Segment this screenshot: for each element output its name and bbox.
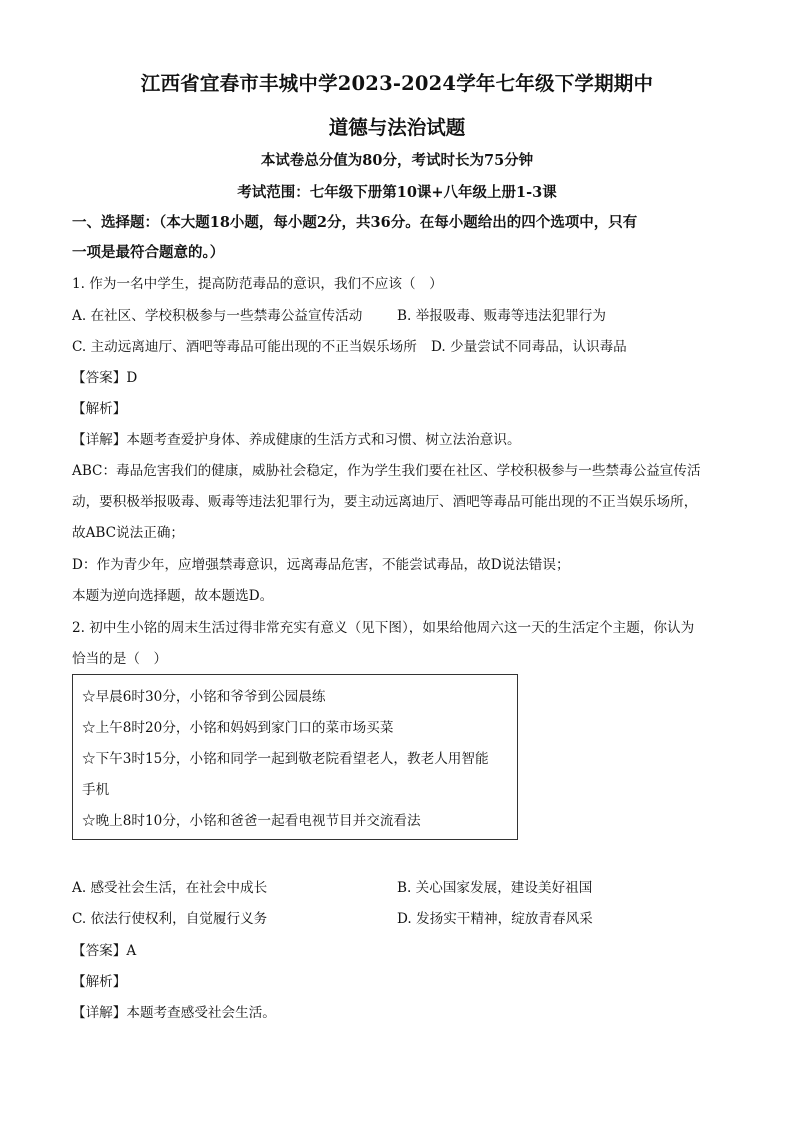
exam-score-info: 本试卷总分值为80分，考试时长为75分钟 <box>260 152 534 169</box>
q2-options-row2 <box>72 909 732 929</box>
q1-detail: 【详解】本题考查爱护身体、养成健康的生活方式和习惯、树立法治意识。 <box>72 432 521 448</box>
q1-analysis-label: 【解析】 <box>72 401 127 417</box>
q1-abc-line2: 动，要积极举报吸毒、贩毒等违法犯罪行为，要主动远离迪厅、酒吧等毒品可能出现的不正当娱乐场所， <box>72 494 698 510</box>
q1-option-d: D. 少量尝试不同毒品，认识毒品 <box>431 339 627 355</box>
q1-stem: 1. 作为一名中学生，提高防范毒品的意识，我们不应该（ ） <box>72 276 443 292</box>
exam-scope-info: 考试范围：七年级下册第10课+八年级上册1-3课 <box>237 184 557 201</box>
q2-stem-line2: 恰当的是（ ） <box>72 651 168 667</box>
section-heading-cont: 一项是最符合题意的。） <box>72 244 225 261</box>
schedule-item-afternoon-cont: 手机 <box>82 782 110 798</box>
q1-conclusion: 本题为逆向选择题，故本题选D。 <box>72 588 274 604</box>
q1-option-a: A. 在社区、学校积极参与一些禁毒公益宣传活动 <box>72 308 363 324</box>
q1-answer: 【答案】D <box>72 370 138 386</box>
q2-option-c: C. 依法行使权利，自觉履行义务 <box>72 911 268 927</box>
q2-stem-line1: 2. 初中生小铭的周末生活过得非常充实有意义（见下图），如果给他周六这一天的生活定个主题，你认为 <box>72 620 695 636</box>
q2-schedule-box <box>72 674 518 840</box>
schedule-item-morning: ☆早晨6时30分，小铭和爷爷到公园晨练 <box>82 689 326 705</box>
q1-d-explain: D：作为青少年，应增强禁毒意识，远离毒品危害，不能尝试毒品，故D说法错误； <box>72 557 570 573</box>
q1-option-c: C. 主动远离迪厅、酒吧等毒品可能出现的不正当娱乐场所 <box>72 339 417 355</box>
section-heading: 一、选择题：（本大题18小题，每小题2分，共36分。在每小题给出的四个选项中，只有 <box>72 214 638 231</box>
q1-options-row1 <box>72 306 732 326</box>
q1-abc-line1: ABC：毒品危害我们的健康，威胁社会稳定，作为学生我们要在社区、学校积极参与一些禁毒公益宣传活 <box>72 463 701 479</box>
q2-option-b: B. 关心国家发展，建设美好祖国 <box>397 880 593 896</box>
q1-abc-line3: 故ABC说法正确； <box>72 525 185 541</box>
schedule-item-afternoon: ☆下午3时15分，小铭和同学一起到敬老院看望老人，教老人用智能 <box>82 751 489 767</box>
schedule-item-forenoon: ☆上午8时20分，小铭和妈妈到家门口的菜市场买菜 <box>82 720 394 736</box>
q2-options-row1 <box>72 878 732 898</box>
q1-options-row2 <box>72 337 732 357</box>
q2-option-d: D. 发扬实干精神，绽放青春风采 <box>397 911 593 927</box>
exam-subtitle: 道德与法治试题 <box>328 116 466 139</box>
q2-option-a: A. 感受社会生活，在社会中成长 <box>72 880 268 896</box>
exam-title: 江西省宜春市丰城中学2023-2024学年七年级下学期期中 <box>140 72 654 95</box>
q2-answer: 【答案】A <box>72 943 137 959</box>
q2-detail: 【详解】本题考查感受社会生活。 <box>72 1005 276 1021</box>
q1-option-b: B. 举报吸毒、贩毒等违法犯罪行为 <box>397 308 606 324</box>
q2-analysis-label: 【解析】 <box>72 974 127 990</box>
schedule-item-evening: ☆晚上8时10分，小铭和爸爸一起看电视节目并交流看法 <box>82 813 421 829</box>
